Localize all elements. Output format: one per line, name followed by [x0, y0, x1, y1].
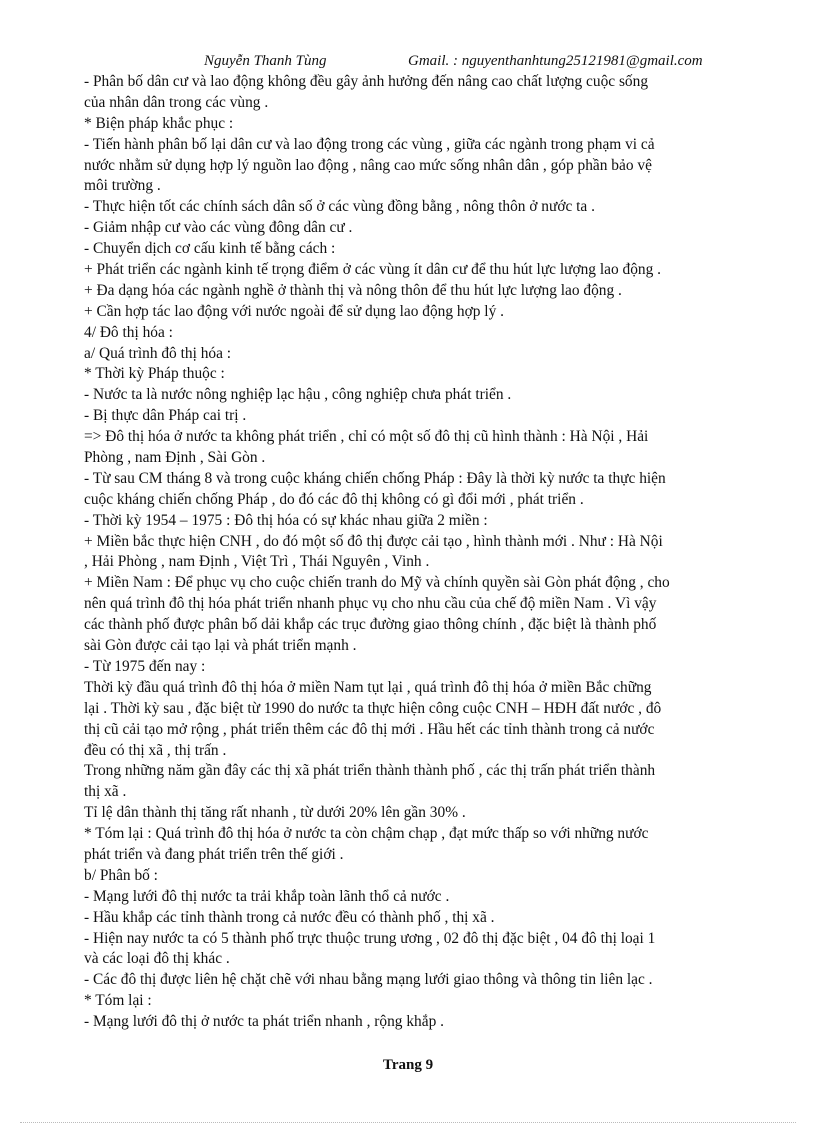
text-line: nên quá trình đô thị hóa phát triển nhanh phục vụ cho nhu cầu của chế độ miền Nam . Vì vậy: [84, 595, 657, 613]
text-line: và các loại đô thị khác .: [84, 950, 230, 968]
text-line: , Hải Phòng , nam Định , Việt Trì , Thái Nguyên , Vinh .: [84, 553, 430, 571]
text-line: môi trường .: [84, 177, 161, 195]
header-author: Nguyễn Thanh Tùng: [204, 53, 327, 69]
text-line: Thời kỳ đầu quá trình đô thị hóa ở miền Nam tụt lại , quá trình đô thị hóa ở miền Bắc chững: [84, 678, 652, 696]
text-line: Tỉ lệ dân thành thị tăng rất nhanh , từ dưới 20% lên gần 30% .: [84, 804, 466, 822]
text-line: + Cần hợp tác lao động với nước ngoài để sử dụng lao động hợp lý .: [84, 302, 504, 320]
text-line: - Phân bố dân cư và lao động không đều gây ảnh hưởng đến nâng cao chất lượng cuộc sống: [84, 73, 649, 90]
text-line: thị cũ cải tạo mở rộng , phát triển thêm các đô thị mới . Hầu hết các tỉnh thành trong cả nước: [84, 720, 655, 738]
text-line: - Hầu khắp các tỉnh thành trong cả nước đều có thành phố , thị xã .: [84, 908, 495, 926]
page-header: [0, 53, 816, 73]
page-number: Trang 9: [382, 1057, 434, 1073]
text-line: - Tiến hành phân bố lại dân cư và lao động trong các vùng , giữa các ngành trong phạm vi cả: [84, 135, 655, 153]
text-line: sài Gòn được cải tạo lại và phát triển mạnh .: [84, 637, 357, 655]
text-line: - Các đô thị được liên hệ chặt chẽ với nhau bằng mạng lưới giao thông và thông tin liên lạc .: [84, 971, 653, 989]
text-line: các thành phố được phân bố dải khắp các trục đường giao thông chính , đặc biệt là thành phố: [84, 616, 657, 634]
text-line: + Phát triển các ngành kinh tế trọng điểm ở các vùng ít dân cư để thu hút lực lượng lao động .: [84, 261, 661, 279]
text-line: - Thực hiện tốt các chính sách dân số ở các vùng đồng bằng , nông thôn ở nước ta .: [84, 198, 595, 216]
text-line: 4/ Đô thị hóa :: [84, 323, 173, 341]
text-line: - Bị thực dân Pháp cai trị .: [84, 407, 247, 425]
text-line: - Chuyển dịch cơ cấu kinh tế bằng cách :: [84, 240, 336, 258]
text-line: đều có thị xã , thị trấn .: [84, 741, 227, 759]
text-line: - Từ sau CM tháng 8 và trong cuộc kháng chiến chống Pháp : Đây là thời kỳ nước ta thực hiện: [84, 469, 666, 487]
text-line: * Tóm lại : Quá trình đô thị hóa ở nước ta còn chậm chạp , đạt mức thấp so với những nước: [84, 825, 649, 843]
text-line: của nhân dân trong các vùng .: [84, 93, 269, 111]
text-line: Trong những năm gần đây các thị xã phát triển thành thành phố , các thị trấn phát triển thành: [84, 762, 656, 780]
text-line: a/ Quá trình đô thị hóa :: [84, 344, 232, 362]
text-line: - Nước ta là nước nông nghiệp lạc hậu , công nghiệp chưa phát triển .: [84, 386, 512, 404]
text-line: cuộc kháng chiến chống Pháp , do đó các đô thị không có gì đổi mới , phát triển .: [84, 490, 584, 508]
text-line: - Hiện nay nước ta có 5 thành phố trực thuộc trung ương , 02 đô thị đặc biệt , 04 đô thị loại 1: [84, 929, 656, 947]
text-line: + Miền Nam : Để phục vụ cho cuộc chiến tranh do Mỹ và chính quyền sài Gòn phát động , cho: [84, 574, 670, 592]
document-body: [84, 72, 748, 1033]
text-line: * Tóm lại :: [84, 992, 152, 1010]
text-line: + Đa dạng hóa các ngành nghề ở thành thị và nông thôn để thu hút lực lượng lao động .: [84, 281, 622, 299]
text-line: Phòng , nam Định , Sài Gòn .: [84, 449, 266, 467]
text-line: * Thời kỳ Pháp thuộc :: [84, 365, 225, 383]
text-line: nước nhằm sử dụng hợp lý nguồn lao động , nâng cao mức sống nhân dân , góp phần bảo vệ: [84, 156, 652, 174]
text-line: lại . Thời kỳ sau , đặc biệt từ 1990 do nước ta thực hiện công cuộc CNH – HĐH đất nước , đô: [84, 699, 662, 717]
text-line: * Biện pháp khắc phục :: [84, 114, 234, 132]
text-line: - Giảm nhập cư vào các vùng đông dân cư .: [84, 219, 353, 237]
text-line: - Thời kỳ 1954 – 1975 : Đô thị hóa có sự khác nhau giữa 2 miền :: [84, 511, 488, 529]
header-email: Gmail. : nguyenthanhtung25121981@gmail.com: [408, 53, 703, 69]
text-line: thị xã .: [84, 783, 127, 801]
text-line: + Miền bắc thực hiện CNH , do đó một số đô thị được cải tạo , hình thành mới . Như : Hà Nội: [84, 532, 663, 550]
text-line: b/ Phân bố :: [84, 866, 158, 884]
text-line: phát triển và đang phát triển trên thế giới .: [84, 845, 344, 863]
text-line: - Mạng lưới đô thị nước ta trải khắp toàn lãnh thổ cả nước .: [84, 887, 450, 905]
text-line: - Từ 1975 đến nay :: [84, 657, 206, 675]
text-line: - Mạng lưới đô thị ở nước ta phát triển nhanh , rộng khắp .: [84, 1013, 444, 1031]
text-line: => Đô thị hóa ở nước ta không phát triển , chỉ có một số đô thị cũ hình thành : Hà Nội , Hải: [84, 428, 649, 446]
